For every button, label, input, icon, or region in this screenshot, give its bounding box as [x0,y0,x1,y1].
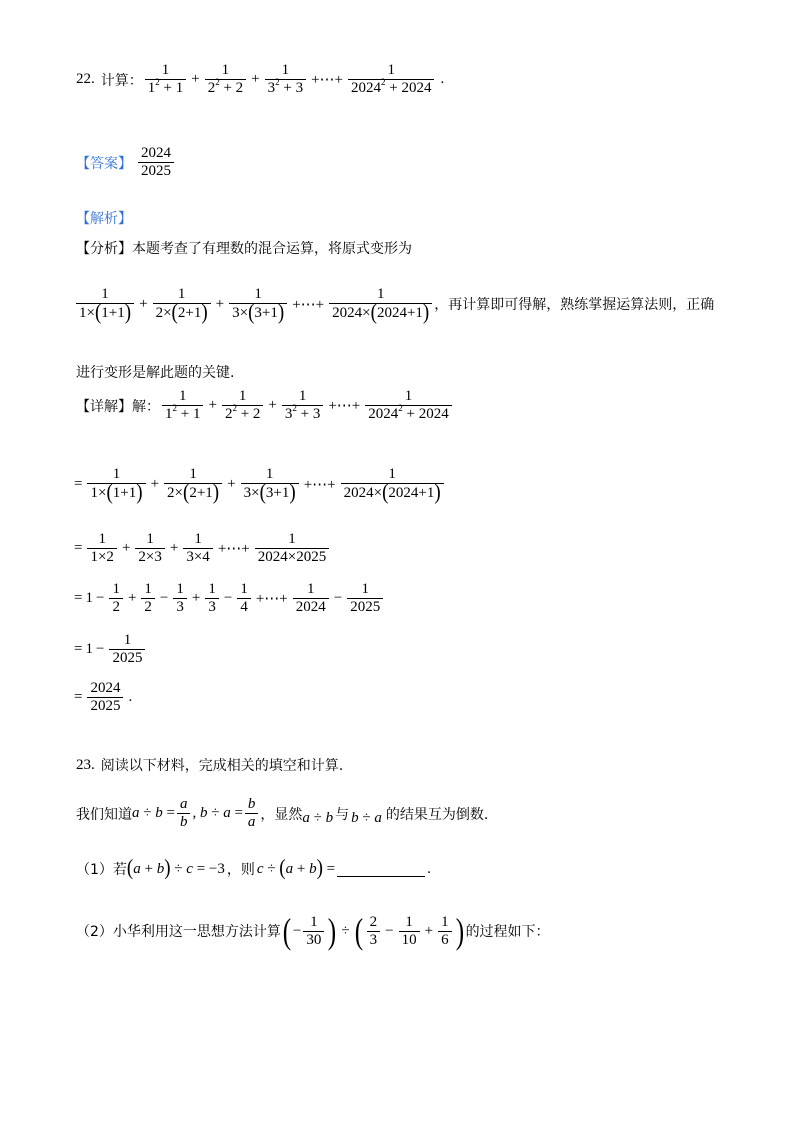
q23-part2: （2）小华利用这一思想方法计算 ( − $\frac{1}{30}$ ) ÷ ( $\frac{2}{3}$ − $\frac{1}{10}$ + $\frac{1}{6}$ ) 的过程如下： [76,911,550,951]
q23-title: 阅读以下材料，完成相关的填空和计算. [100,758,344,774]
detail-final: = $\frac{2024}{2025}$ . [74,680,133,714]
detail-step4: = 1 − $\frac{1}{2}$ + $\frac{1}{2}$ − $\frac{1}{3}$ + $\frac{1}{3}$ − $\frac{1}{4}$ +⋯+ $\frac{1}{2024}$ − $\frac{1}{2025}$ [74,581,385,616]
detail-line1: 【详解】 解： $\frac{1}{1^2 + 1}$ + $\frac{1}{2^2 + 2}$ + $\frac{1}{3^2 + 3}$ +⋯+ $\frac{1}{2024^2 + 2024}$ [76,388,454,423]
q23-yu: 与 [335,806,350,823]
q23-title-line [76,755,343,775]
q22-prompt: 计算： [100,72,143,89]
q22-term2: $\frac{1}{2^2 + 2}$ [205,62,246,97]
analysis-tag: 【解析】 [76,211,132,227]
q22-line: 22. 计算： $\frac{1}{1^2 + 1}$ + $\frac{1}{2^2 + 2}$ + $\frac{1}{3^2 + 3}$ +⋯+ $\frac{1}{2024^2 + 2024}$ . [76,62,445,96]
q22-term1: $\frac{1}{1^2 + 1}$ [145,62,186,97]
detail-step3: = $\frac{1}{1\times 2}$ + $\frac{1}{2\times 3}$ + $\frac{1}{3\times 4}$ +⋯+ $\frac{1}{2024\times 2025}$ [74,531,331,566]
fenxi-tag: 【分析】 [76,241,132,257]
detail-step2: = $\frac{1}{1\times(1+1)}$ + $\frac{1}{2\times(2+1)}$ + $\frac{1}{3\times(3+1)}$ +⋯+ $\frac{1}{2024\times(2024+1)}$ [74,466,446,502]
q22-term-last: $\frac{1}{2024^2 + 2024}$ [348,62,434,97]
q23-intro-line: 我们知道 a ÷ b = $\frac{a}{b}$ , b ÷ a = $\frac{b}{a}$ ，显然 a ÷ b 与 b ÷ a 的结果互为倒数. [76,796,489,830]
q23-p1-ze: ，则 [226,862,255,878]
detail-tag: 【详解】 [76,398,132,415]
q23-comma: ，显然 [260,806,303,823]
q23-p2-tail: 的过程如下： [465,924,550,940]
answer-tag: 【答案】 [76,155,132,172]
q22-term3: $\frac{1}{3^2 + 3}$ [265,62,306,97]
answer-fraction: $\frac{2024}{2025}$ [138,145,174,180]
fenxi-text: 本题考查了有理数的混合运算，将原式变形为 [132,241,412,257]
q22-period: . [440,71,445,87]
analysis-cont: 进行变形是解此题的关键. [76,365,235,381]
detail-step5: = 1 − $\frac{1}{2025}$ [74,632,147,667]
q23-part1: （1）若 (a + b) ÷ c = −3 ，则 c ÷ (a + b) = . [76,856,431,881]
detail-jie: 解： [132,398,160,415]
q23-tail: 的结果互为倒数. [385,806,489,823]
q22-number: 22. [76,71,95,87]
analysis-after: ，再计算即可得解，熟练掌握运算法则，正确 [434,297,715,313]
q23-number: 23. [76,756,95,773]
q23-p1-label: （1）若 [76,862,127,878]
analysis-expression: $\frac{1}{1\times(1+1)}$ + $\frac{1}{2\times(2+1)}$ + $\frac{1}{3\times(3+1)}$ +⋯+ $\frac{1}{2024\times(2024+1)}$ ，再计算即可得解，熟练掌握运算法则，正确 [74,286,714,322]
q23-p2-label: （2）小华利用这一思想方法计算 [76,924,281,940]
q23-intro: 我们知道 [76,806,132,823]
analysis-fenxi [76,238,412,258]
q23-p1-blank[interactable] [337,862,425,877]
answer-line [76,145,176,180]
